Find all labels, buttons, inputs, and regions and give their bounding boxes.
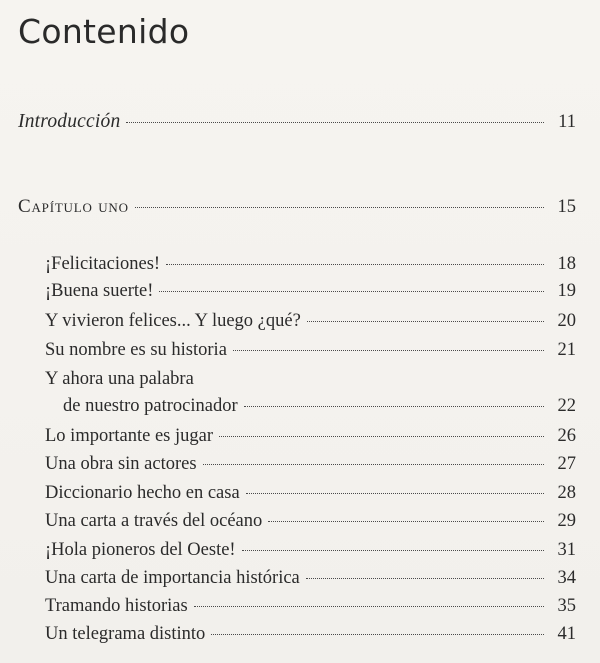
toc-entry <box>45 622 576 646</box>
toc-entry-introduction <box>18 110 576 134</box>
toc-entry <box>45 252 576 276</box>
toc-page-number: 21 <box>557 340 576 360</box>
toc-entry <box>45 309 576 333</box>
toc-entry-label: Una carta a través del océano <box>45 511 263 531</box>
dot-leader <box>166 264 544 265</box>
toc-page-number: 11 <box>558 112 576 132</box>
dot-leader <box>307 321 544 322</box>
dot-leader <box>268 521 544 522</box>
toc-entry-label: Capítulo uno <box>18 196 129 217</box>
toc-page-number: 15 <box>557 197 576 217</box>
toc-entry-label: Una carta de importancia histórica <box>45 568 300 588</box>
toc-entry <box>45 509 576 533</box>
toc-entry <box>63 394 576 418</box>
page-title: Contenido <box>18 12 190 51</box>
toc-page-number: 29 <box>557 511 576 531</box>
dot-leader <box>242 550 544 551</box>
dot-leader <box>233 350 544 351</box>
toc-entry <box>45 594 576 618</box>
toc-page-number: 19 <box>557 281 576 301</box>
toc-page-number: 28 <box>557 483 576 503</box>
toc-entry-label: ¡Buena suerte! <box>45 281 154 301</box>
toc-entry-label: Introducción <box>18 111 121 132</box>
toc-page-number: 31 <box>557 540 576 560</box>
toc-page-number: 41 <box>557 624 576 644</box>
toc-page-number: 26 <box>557 426 576 446</box>
toc-entry-label-line1: Y ahora una palabra <box>45 369 194 389</box>
dot-leader <box>246 493 544 494</box>
toc-entry-label: Diccionario hecho en casa <box>45 483 240 503</box>
toc-entry-label: ¡Hola pioneros del Oeste! <box>45 540 236 560</box>
dot-leader <box>219 436 544 437</box>
toc-entry <box>45 566 576 590</box>
toc-page-number: 35 <box>557 596 576 616</box>
toc-entry-label: ¡Felicitaciones! <box>45 254 161 274</box>
toc-entry <box>45 338 576 362</box>
toc-page-number: 18 <box>557 254 576 274</box>
toc-entry-label: Tramando historias <box>45 596 188 616</box>
toc-entry-chapter-one <box>18 195 576 219</box>
toc-entry <box>45 279 576 303</box>
toc-entry-label: Y vivieron felices... Y luego ¿qué? <box>45 311 301 331</box>
dot-leader <box>126 122 544 123</box>
toc-entry-label: Una obra sin actores <box>45 454 197 474</box>
toc-entry-label: Lo importante es jugar <box>45 426 213 446</box>
toc-entry <box>45 538 576 562</box>
toc-entry-label-line2: de nuestro patrocinador <box>63 396 238 416</box>
dot-leader <box>135 207 544 208</box>
toc-entry <box>45 452 576 476</box>
toc-entry <box>45 424 576 448</box>
dot-leader <box>244 406 544 407</box>
dot-leader <box>159 291 544 292</box>
toc-entry-label: Su nombre es su historia <box>45 340 227 360</box>
dot-leader <box>306 578 544 579</box>
dot-leader <box>194 606 544 607</box>
toc-entry <box>45 481 576 505</box>
toc-entry-label: Un telegrama distinto <box>45 624 206 644</box>
dot-leader <box>211 634 544 635</box>
toc-page-number: 27 <box>557 454 576 474</box>
toc-page-number: 22 <box>557 396 576 416</box>
dot-leader <box>203 464 544 465</box>
toc-page-number: 20 <box>557 311 576 331</box>
toc-page-number: 34 <box>557 568 576 588</box>
